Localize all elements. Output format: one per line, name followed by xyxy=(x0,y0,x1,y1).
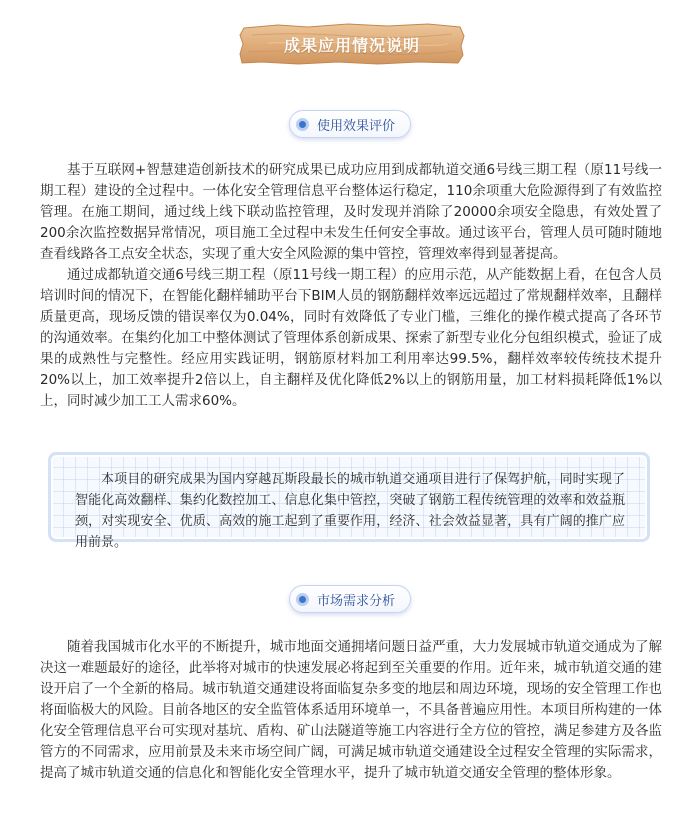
section-heading-usage-evaluation xyxy=(289,110,411,138)
bullet-dot-icon xyxy=(296,593,309,606)
highlight-box xyxy=(48,452,650,550)
section-market-analysis-body xyxy=(40,637,662,784)
title-banner xyxy=(238,22,466,66)
page-title: 成果应用情况说明 xyxy=(283,35,420,55)
section-heading-label: 使用效果评价 xyxy=(317,118,396,134)
paragraph: 随着我国城市化水平的不断提升，城市地面交通拥堵问题日益严重，大力发展城市轨道交通成为了解决这一难题最好的途径，此举将对城市的快速发展必将起到至关重要的作用。近年来，城市轨道交通的建设开启了一个全新的格局。城市轨道交通建设将面临复杂多变的地层和周边环境，现场的安全管理工作也将面临极大的风险。目前各地区的安全监管体系适用环境单一，不具备普遍应用性。本项目所构建的一体化安全管理信息平台可实现对基坑、盾构、矿山法隧道等施工内容进行全方位的管控，满足参建方及各监管方的不同需求，应用前景及未来市场空间广阔，可满足城市轨道交通建设全过程安全管理的实际需求，提高了城市轨道交通的信息化和智能化安全管理水平，提升了城市轨道交通安全管理的整体形象。 xyxy=(40,639,662,781)
paragraph: 通过成都轨道交通6号线三期工程（原11号线一期工程）的应用示范，从产能数据上看，在包含人员培训时间的情况下，在智能化翻样辅助平台下BIM人员的钢筋翻样效率远远超过了常规翻样效率，且翻样质量更高，现场反馈的错误率仅为0.04%，同时有效降低了专业门槛，三维化的操作模式提高了各环节的沟通效率。在集约化加工中整体测试了管理体系创新成果、探索了新型专业化分包组织模式，验证了成果的成熟性与完整性。经应用实践证明，钢筋原材料加工利用率达99.5%，翻样效率较传统技术提升20%以上，加工效率提升2倍以上，自主翻样及优化降低2%以上的钢筋用量，加工材料损耗降低1%以上，同时减少加工工人需求60%。 xyxy=(40,267,662,409)
section-usage-evaluation-body xyxy=(40,160,662,412)
section-heading-market-analysis xyxy=(289,585,411,613)
bullet-dot-icon xyxy=(296,118,309,131)
highlight-text: 本项目的研究成果为国内穿越瓦斯段最长的城市轨道交通项目进行了保驾护航，同时实现了智能化高效翻样、集约化数控加工、信息化集中管控，突破了钢筋工程传统管理的效率和效益瓶颈，对实现安全、优质、高效的施工起到了重要作用，经济、社会效益显著，具有广阔的推广应用前景。 xyxy=(75,472,625,550)
paragraph: 基于互联网+智慧建造创新技术的研究成果已成功应用到成都轨道交通6号线三期工程（原11号线一期工程）建设的全过程中。一体化安全管理信息平台整体运行稳定，110余项重大危险源得到了有效监控管理。在施工期间，通过线上线下联动监控管理，及时发现并消除了20000余项安全隐患，有效处置了200余次监控数据异常情况，项目施工全过程中未发生任何安全事故。通过该平台，管理人员可随时随地查看线路各工点安全状态，实现了重大安全风险源的集中管控，管理效率得到显著提高。 xyxy=(40,162,662,262)
section-heading-label: 市场需求分析 xyxy=(317,593,396,609)
